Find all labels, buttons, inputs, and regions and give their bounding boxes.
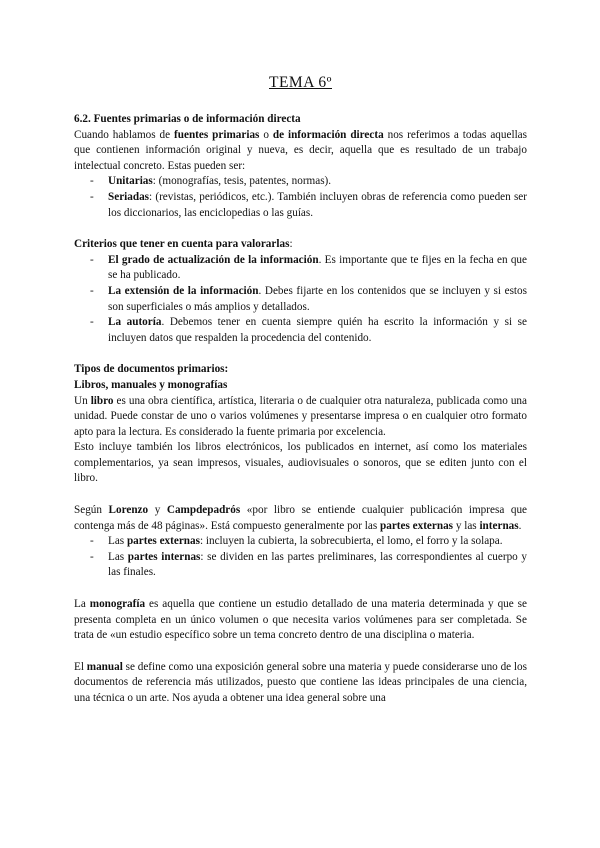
list-item: - La extensión de la información. Debes fijarte en los contenidos que se incluyen y si estos son superficiales o más amplios y detallados.	[90, 284, 527, 315]
list-item: - Seriadas: (revistas, periódicos, etc.). También incluyen obras de referencia como pueden ser los diccionarios, las enciclopedias o las guías.	[90, 190, 527, 221]
libro-paragraph: Un libro es una obra científica, artística, literaria o de cualquier otra naturaleza, publicada como una unidad. Puede constar de uno o varios volúmenes y presentarse impresa o en cualquier otro formato apto para la lectura. Es considerado la fuente primaria por excelencia.	[74, 394, 527, 438]
list-item: - Las partes externas: incluyen la cubierta, la sobrecubierta, el lomo, el forro y la solapa.	[90, 534, 527, 550]
page-title: TEMA 6º	[269, 74, 332, 91]
manual-paragraph: El manual se define como una exposición general sobre una materia y puede considerarse uno de los documentos de referencia más utilizados, puesto que contiene las ideas principales de una ciencia, una técnica o un arte. Nos ayuda a obtener una idea general sobre una	[74, 660, 527, 704]
parts-list	[74, 534, 527, 581]
books-heading: Libros, manuales y monografías	[74, 378, 228, 391]
esto-paragraph: Esto incluye también los libros electrónicos, los publicados en internet, así como los materiales complementarios, ya sean impresos, visuales, audiovisuales o sonoros, que se editen junto con el libro.	[74, 441, 527, 485]
types-list	[74, 174, 527, 221]
list-item: - Unitarias: (monografías, tesis, patentes, normas).	[90, 174, 527, 190]
criteria-list	[74, 253, 527, 347]
segun-paragraph: Según Lorenzo y Campdepadrós «por libro se entiende cualquier publicación impresa que contenga más de 48 páginas». Está compuesto generalmente por las partes externas y las internas.	[74, 504, 528, 532]
list-item: - El grado de actualización de la información. Es importante que te fijes en la fecha en que se ha publicado.	[90, 253, 527, 284]
intro-paragraph: Cuando hablamos de fuentes primarias o de información directa nos referimos a todas aquellas que contienen información original y nueva, es decir, aquella que es resultado de un trabajo intelectual concreto. Estas pueden ser:	[74, 128, 527, 172]
criteria-heading: Criterios que tener en cuenta para valorarlas:	[74, 238, 293, 251]
list-item: - La autoría. Debemos tener en cuenta siempre quién ha escrito la información y si se incluyen datos que respalden la procedencia del contenido.	[90, 315, 527, 346]
docs-heading: Tipos de documentos primarios:	[74, 363, 229, 376]
monografia-paragraph: La monografía es aquella que contiene un estudio detallado de una materia determinada y que se presenta completa en un único volumen o que necesita varios volúmenes para ser completada. Se trata de «un estudio específico sobre un tema concreto dentro de una disciplina o materia.	[74, 598, 527, 642]
section-heading: 6.2. Fuentes primarias o de información directa	[74, 113, 301, 125]
list-item: - Las partes internas: se dividen en las partes preliminares, las correspondientes al cuerpo y las finales.	[90, 550, 527, 581]
